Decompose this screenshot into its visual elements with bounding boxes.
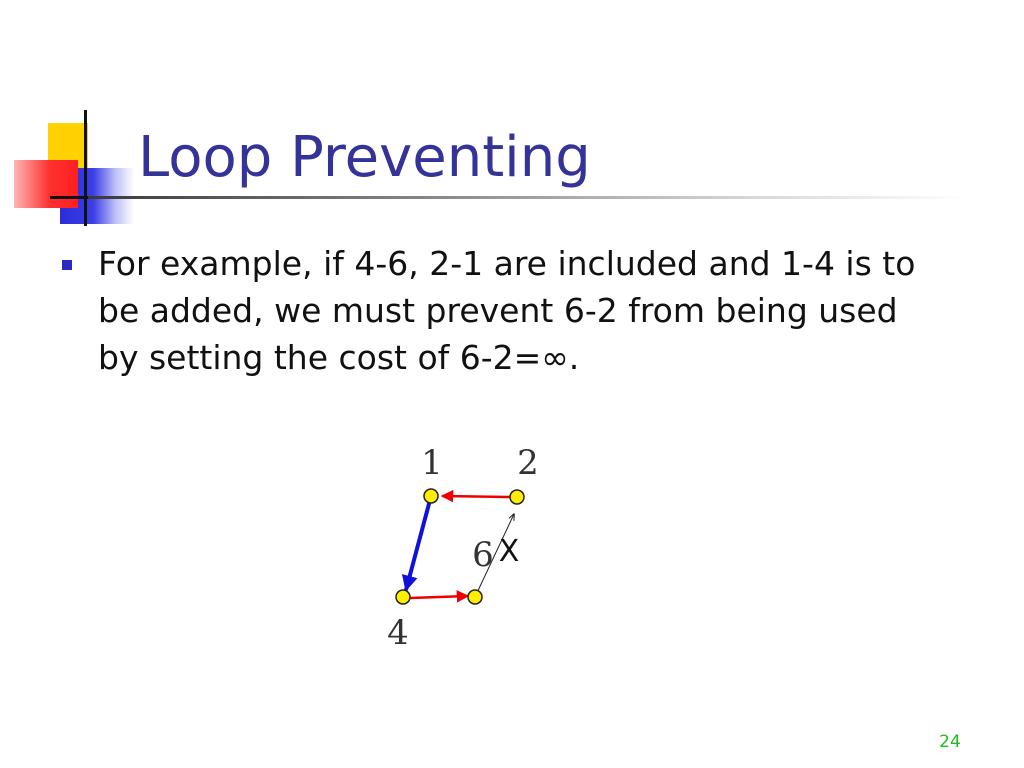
node-6	[468, 590, 482, 604]
logo-red-square	[14, 160, 78, 208]
bullet-line-2: be added, we must prevent 6-2 from being used	[98, 291, 898, 330]
title-underline	[88, 196, 968, 199]
bullet-square-icon	[62, 260, 72, 270]
node-1	[424, 489, 438, 503]
edge-2-1	[442, 496, 510, 497]
edge-4-6	[410, 596, 468, 598]
node-label-6: 6	[472, 535, 494, 575]
node-2	[510, 490, 524, 504]
node-label-1: 1	[421, 443, 443, 483]
bullet-line-1: For example, if 4-6, 2-1 are included and 1-4 is to	[98, 244, 916, 283]
logo-vertical-line	[84, 110, 87, 226]
node-4	[396, 590, 410, 604]
bullet-text	[98, 240, 998, 381]
page-number: 24	[939, 732, 961, 752]
node-label-2: 2	[517, 443, 539, 483]
node-label-4: 4	[387, 613, 409, 653]
bullet-line-3: by setting the cost of 6-2=∞.	[98, 338, 580, 377]
edge-1-4	[406, 500, 430, 590]
slide-title: Loop Preventing	[138, 125, 591, 190]
graph-diagram	[370, 430, 570, 660]
blocked-edge-marker: X	[498, 534, 520, 569]
